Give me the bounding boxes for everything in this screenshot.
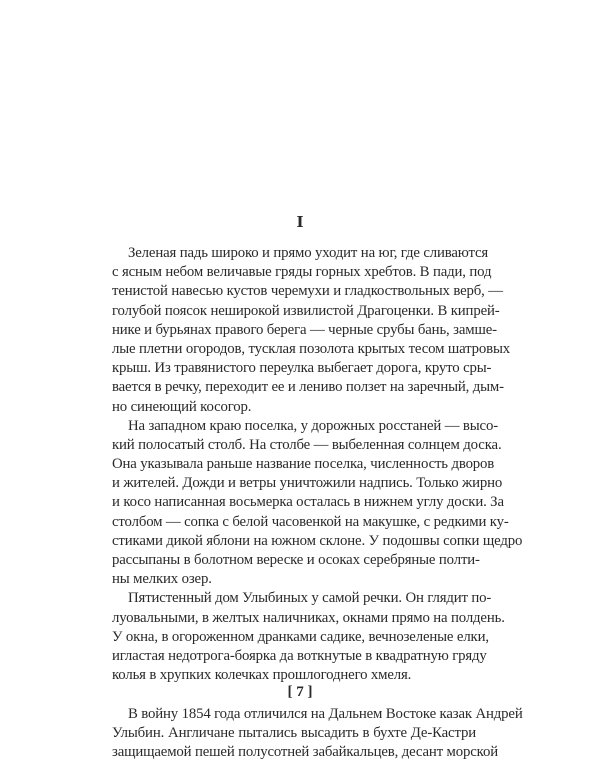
text-line: Пятистенный дом Улыбиных у самой речки. Он глядит по-	[128, 590, 492, 607]
text-line: игластая недотрога-боярка да воткнутые в квадратную гряду	[112, 647, 487, 664]
text-line: кий полосатый столб. На столбе — выбеленная солнцем доска.	[112, 436, 502, 453]
text-line: На западном краю поселка, у дорожных росстаней — высо-	[128, 417, 498, 434]
text-line: столбом — сопка с белой часовенкой на макушке, с редкими ку-	[112, 513, 509, 530]
text-line: вается в речку, переходит ее и лениво ползет на заречный, дым-	[112, 379, 504, 396]
text-line: У окна, в огороженном дранками садике, вечнозеленые елки,	[112, 628, 489, 645]
text-line: Зеленая падь широко и прямо уходит на юг, где сливаются	[128, 245, 489, 261]
text-line: но синеющий косогор.	[112, 398, 252, 415]
text-line: Она указывала раньше название поселка, численность дворов	[112, 456, 495, 473]
page-number: [ 7 ]	[287, 684, 313, 700]
text-line: голубой поясок неширокой извилистой Драгоценки. В кипрей-	[112, 302, 500, 319]
text-line: и жителей. Дожди и ветры уничтожили надпись. Только жирно	[112, 475, 503, 492]
text-line: рассыпаны в болотном вереске и осоках серебряные полти-	[112, 552, 480, 568]
text-line: с ясным небом величавые гряды горных хребтов. В пади, под	[112, 264, 492, 281]
text-line: ны мелких озер.	[112, 571, 212, 588]
text-line: тенистой навесью кустов черемухи и гладкоствольных верб, —	[112, 283, 503, 300]
text-line: нике и бурьянах правого берега — черные срубы бань, замше-	[112, 321, 497, 338]
text-line: луовальными, в желтых наличниках, окнами прямо на полдень.	[112, 609, 505, 626]
text-line: Улыбин. Англичане пытались высадить в бухте Де-Кастри	[112, 724, 476, 741]
text-line: и косо написанная восьмерка осталась в нижнем углу доски. За	[112, 494, 504, 511]
text-line: стиками дикой яблони на южном склоне. У подошвы сопки щедро	[112, 532, 523, 549]
text-line: защищаемой пешей полусотней забайкальцев, десант морской	[112, 743, 498, 760]
text-line: В войну 1854 года отличился на Дальнем Востоке казак Андрей	[128, 705, 523, 722]
text-line: колья в хрупких колечках прошлогоднего хмеля.	[112, 667, 412, 684]
chapter-number: I	[296, 213, 304, 231]
text-line: крыш. Из травянистого переулка выбегает дорога, круто сры-	[112, 360, 492, 377]
text-line: лые плетни огородов, тусклая позолота крытых тесом шатровых	[112, 340, 510, 357]
